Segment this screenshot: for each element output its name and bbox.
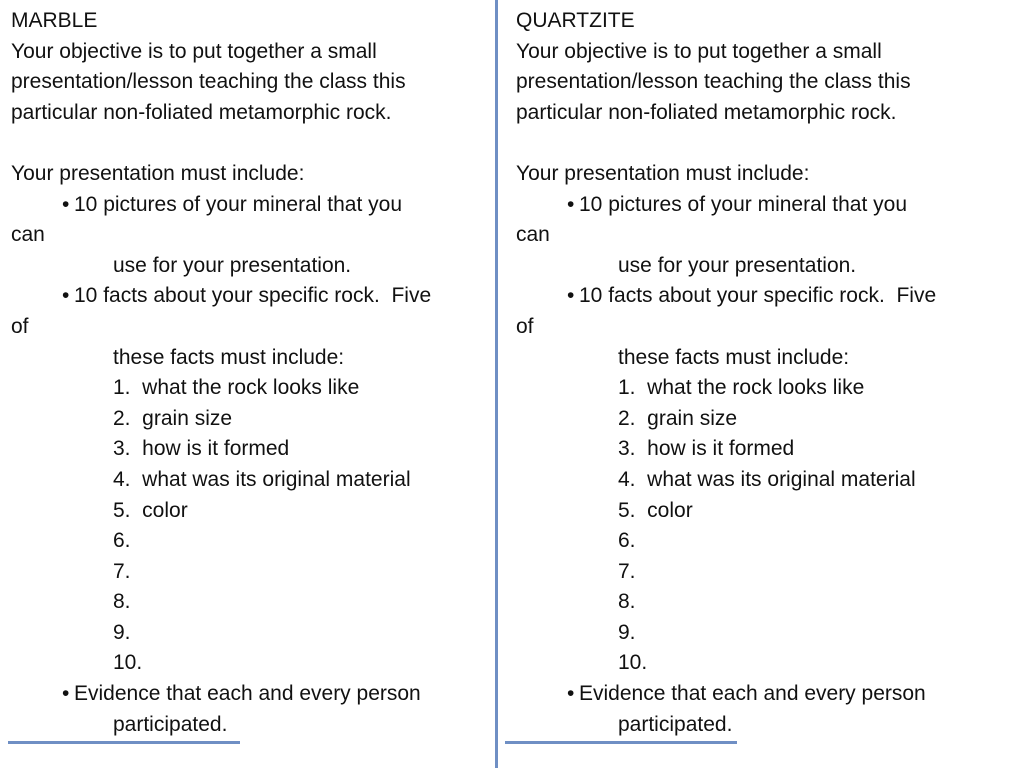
fact-item: 9.: [113, 620, 131, 644]
objective-line: presentation/lesson teaching the class this: [516, 70, 911, 94]
fact-item: 4. what was its original material: [618, 467, 916, 491]
column-title: QUARTZITE: [516, 9, 635, 32]
fact-item: 1. what the rock looks like: [113, 376, 360, 400]
blank-line: [11, 128, 481, 159]
fact-item: 8.: [113, 590, 131, 614]
fact-item: 10.: [113, 651, 143, 675]
bullet-text: use for your presentation.: [618, 253, 857, 277]
bullet-text: 10 pictures of your mineral that you: [579, 192, 908, 216]
objective-line: Your objective is to put together a small: [11, 39, 377, 63]
objective-line: particular non-foliated metamorphic rock.: [516, 100, 897, 124]
fact-item: 7.: [113, 559, 131, 583]
bullet-icon: •: [567, 192, 575, 216]
bullet-text: can: [516, 223, 550, 247]
column-title: MARBLE: [11, 9, 98, 32]
bullet-item: [11, 281, 481, 312]
fact-item: 7.: [618, 559, 636, 583]
must-include-heading: Your presentation must include:: [516, 161, 810, 185]
fact-item: 2. grain size: [618, 406, 738, 430]
bullet-text: Evidence that each and every person: [579, 682, 926, 706]
bullet-icon: •: [567, 284, 575, 308]
column-divider: [495, 0, 498, 768]
fact-item: 6.: [618, 529, 636, 553]
bullet-text: use for your presentation.: [113, 253, 352, 277]
fact-item: 5. color: [113, 498, 188, 522]
marble-column: [11, 6, 481, 740]
fact-item: 9.: [618, 620, 636, 644]
fact-item: 6.: [113, 529, 131, 553]
bullet-item: [11, 190, 481, 221]
bullet-text: participated.: [618, 712, 733, 736]
bullet-item: [11, 679, 481, 710]
fact-item: 3. how is it formed: [113, 437, 290, 461]
bullet-item: [516, 679, 986, 710]
bullet-text: of: [516, 314, 534, 338]
bullet-icon: •: [567, 682, 575, 706]
fact-item: 2. grain size: [113, 406, 233, 430]
must-include-heading: Your presentation must include:: [11, 161, 305, 185]
fact-item: 8.: [618, 590, 636, 614]
objective-line: Your objective is to put together a small: [516, 39, 882, 63]
left-underline: [8, 741, 240, 744]
bullet-text: these facts must include:: [618, 345, 850, 369]
fact-item: 10.: [618, 651, 648, 675]
bullet-item: [516, 281, 986, 312]
blank-line: [516, 128, 986, 159]
bullet-icon: •: [62, 192, 70, 216]
fact-item: 5. color: [618, 498, 693, 522]
bullet-text: can: [11, 223, 45, 247]
bullet-text: 10 facts about your specific rock. Five: [74, 284, 432, 308]
bullet-text: 10 facts about your specific rock. Five: [579, 284, 937, 308]
bullet-text: these facts must include:: [113, 345, 345, 369]
bullet-icon: •: [62, 284, 70, 308]
quartzite-column: [516, 6, 986, 740]
bullet-item: [516, 190, 986, 221]
right-underline: [505, 741, 737, 744]
bullet-text: 10 pictures of your mineral that you: [74, 192, 403, 216]
bullet-text: of: [11, 314, 29, 338]
fact-item: 4. what was its original material: [113, 467, 411, 491]
objective-line: particular non-foliated metamorphic rock.: [11, 100, 392, 124]
objective-line: presentation/lesson teaching the class this: [11, 70, 406, 94]
bullet-text: participated.: [113, 712, 228, 736]
bullet-text: Evidence that each and every person: [74, 682, 421, 706]
fact-item: 1. what the rock looks like: [618, 376, 865, 400]
fact-item: 3. how is it formed: [618, 437, 795, 461]
bullet-icon: •: [62, 682, 70, 706]
